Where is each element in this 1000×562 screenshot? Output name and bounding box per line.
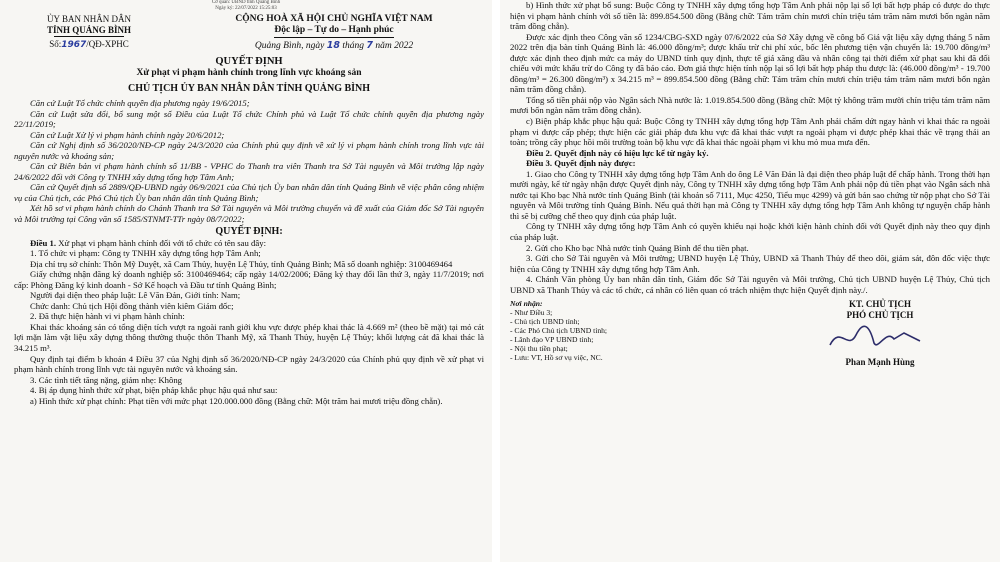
- representative-position: Chức danh: Chủ tịch Hội đồng thành viên kiêm Giám đốc;: [30, 300, 234, 311]
- additional-penalty: b) Hình thức xử phạt bổ sung: Buộc Công ty TNHH xây dựng tổng hợp Tâm Anh phải nộp lại số lợi bất hợp pháp có được do thực hiện vi phạm hành chính với số tiền là: 899.854.500 đồng (Bằng chữ: Tám trăm chín mươi chín triệu tám trăm năm mươi bốn ngàn năm trăm đồng chẵn).: [510, 0, 990, 32]
- issue-date: Quảng Bình, ngày 18 tháng 7 năm 2022: [254, 40, 414, 51]
- document-page-right: [500, 0, 1000, 562]
- business-registration: Giấy chứng nhận đăng ký doanh nghiệp số: 3100469464; cấp ngày 14/02/2006; Đăng ký thay đổi lần thứ 3, ngày 11/7/2019; nơi cấp: Phòng Đăng ký kinh doanh - Sở Kế hoạch và Đầu tư tỉnh Quảng Bình;: [14, 269, 484, 290]
- legal-basis: Căn cứ Luật sửa đổi, bổ sung một số Điều của Luật Tổ chức Chính phủ và Luật Tổ chức chính quyền địa phương ngày 22/11/2019;: [14, 108, 484, 130]
- recipient-item: - Nội thu tiền phạt;: [510, 344, 568, 354]
- recipients-list: Nơi nhận: - Như Điều 3; - Chủ tịch UBND tỉnh; - Các Phó Chủ tịch UBND tỉnh; - Lãnh đạo VP UBND tỉnh; - Nội thu tiền phạt; - Lưu: VT, Hồ sơ vụ việc, NC.: [510, 299, 740, 368]
- recipient-item: - Các Phó Chủ tịch UBND tỉnh;: [510, 326, 608, 336]
- issuing-authority: ỦY BAN NHÂN DÂN TỈNH QUẢNG BÌNH Số:1967/QĐ-XPHC: [14, 14, 164, 52]
- complaint-right: Công ty TNHH xây dựng tổng hợp Tâm Anh có quyền khiếu nại hoặc khởi kiện hành chính đối với Quyết định này theo quy định của pháp luật.: [510, 221, 990, 243]
- violation-legal-basis: Quy định tại điểm b khoản 4 Điều 37 của Nghị định số 36/2020/NĐ-CP ngày 24/3/2020 của Chính phủ quy định về xử phạt vi phạm hành chính trong lĩnh vực tài nguyên nước và khoáng sản.: [14, 353, 484, 375]
- violation-description: Khai thác khoáng sản có tổng diện tích vượt ra ngoài ranh giới khu vực được phép khai thác là 4.669 m² (theo bề mặt) tại mỏ cát lợi mặn làm vật liệu xây dựng thông thường thuộc thôn Thanh Mỹ, xã Thanh Thủy, huyện Lệ Thủy; khối lượng cát đã khai thác là 34.215 m³.: [14, 321, 484, 354]
- legal-basis: Căn cứ Luật Tổ chức chính quyền địa phương ngày 19/6/2015;: [30, 98, 250, 108]
- legal-basis: Căn cứ Luật Xử lý vi phạm hành chính ngày 20/6/2012;: [30, 129, 225, 140]
- violation-heading: 2. Đã thực hiện hành vi vi phạm hành chính:: [30, 311, 185, 322]
- article-3-item-4: 4. Chánh Văn phòng Ủy ban nhân dân tỉnh, Giám đốc Sở Tài nguyên và Môi trường, Chủ tịch UBND huyện Lệ Thủy, Chủ tịch UBND xã Thanh Thủy và các tổ chức, cá nhân có liên quan có trách nhiệm thực hiện Quyết định này./.: [510, 274, 990, 295]
- violator-name: 1. Tổ chức vi phạm: Công ty TNHH xây dựng tổng hợp Tâm Anh;: [30, 248, 261, 259]
- price-basis: Được xác định theo Công văn số 1234/CBG-SXD ngày 07/6/2022 của Sở Xây dựng về công bố Giá vật liệu xây dựng tháng 5 năm 2022 trên địa bàn tỉnh Quảng Bình là: 46.000 đồng/m³; được khấu trừ chi phí xúc, bốc lên phương tiện vận chuyển là: 19.700 đồng/m³ được xác định theo định mức ca máy do UBND tỉnh quy định, thực tế giá xăng dầu và nhân công tại thời điểm xử phạt sau khi đã đối chiếu với mức khấu trừ do Công ty đã báo cáo. Đơn giá thực hiện tính nộp lại số lợi bất hợp pháp thu được là: (46.000 đồng/m³ - 19.700 đồng/m³ = 26.300 đồng/m³) x 34.215 m³ = 899.854.500 đồng (Bằng chữ: Tám trăm chín mươi chín triệu tám trăm năm mươi bốn ngàn năm trăm đồng chẵn).: [510, 31, 990, 95]
- total-amount: Tổng số tiền phải nộp vào Ngân sách Nhà nước là: 1.019.854.500 đồng (Bằng chữ: Một tỷ không trăm mười chín triệu tám trăm năm mươi bốn ngàn năm trăm đồng chẵn).: [510, 94, 990, 116]
- remedial-measures: c) Biện pháp khắc phục hậu quả: Buộc Công ty TNHH xây dựng tổng hợp Tâm Anh phải chấm dứt ngay hành vi khai thác ra ngoài phạm vi được cấp phép; thực hiện các giải pháp đưa khu vực đã khai thác vượt ra ngoài phạm vi được phép khai thác về trạng thái an toàn; trồng cây phục hồi môi trường toàn bộ khu vực đã khai thác ngoài phạm vi khu mỏ mua mưa đến.: [510, 116, 990, 148]
- document-header: [14, 14, 484, 52]
- article-1: Điều 1. Xử phạt vi phạm hành chính đối với tổ chức có tên sau đây:: [30, 237, 266, 248]
- handwritten-signature: [770, 321, 990, 355]
- legal-basis: Xét hồ sơ vi phạm hành chính do Chánh Thanh tra Sở Tài nguyên và Môi trường chuyển và đề xuất của Giám đốc Sở Tài nguyên và Môi trường tại Công văn số 1585/STNMT-TTr ngày 08/7/2022;: [14, 203, 484, 225]
- signer-name: Phan Mạnh Hùng: [845, 357, 915, 368]
- legal-bases: [14, 98, 484, 225]
- digital-signature-stamp: Cơ quan: UBND tỉnh Quảng Bình Ngày ký: 22/07/2022 15:25:03: [211, 0, 281, 11]
- decision-heading: QUYẾT ĐỊNH:: [215, 225, 283, 237]
- legal-basis: Căn cứ Nghị định số 36/2020/NĐ-CP ngày 24/3/2020 của Chính phủ quy định về xử lý vi phạm hành chính trong lĩnh vực tài nguyên nước và khoáng sản;: [14, 140, 484, 161]
- article-3-item-3: 3. Gửi cho Sở Tài nguyên và Môi trường; UBND huyện Lệ Thủy, UBND xã Thanh Thủy để theo dõi, giám sát, đôn đốc việc thực hiện của Công ty TNHH xây dựng tổng hợp Tâm Anh.: [510, 253, 990, 274]
- article-3-item-2: 2. Gửi cho Kho bạc Nhà nước tỉnh Quảng Bình để thu tiền phạt.: [526, 242, 749, 253]
- recipient-item: - Chủ tịch UBND tỉnh;: [510, 317, 580, 327]
- document-number: Số:1967/QĐ-XPHC: [49, 39, 129, 50]
- main-fine: a) Hình thức xử phạt chính: Phạt tiền với mức phạt 120.000.000 đồng (Bằng chữ: Một trăm hai mươi triệu đồng chẵn).: [30, 395, 443, 406]
- document-page-left: [0, 0, 492, 562]
- legal-representative: Người đại diện theo pháp luật: Lê Văn Đản, Giới tính: Nam;: [30, 290, 241, 301]
- article-3-item-1: 1. Giao cho Công ty TNHH xây dựng tổng hợp Tâm Anh do ông Lê Văn Đản là đại diện theo pháp luật để chấp hành. Trong thời hạn mười ngày, kể từ ngày nhận được Quyết định này, Công ty TNHH xây dựng tổng hợp Tâm Anh phải nộp đủ tiền phạt vào Ngân sách nhà nước tại Kho bạc Nhà nước tỉnh Quảng Bình (tài khoản số 7111, Mục 4250, Tiểu mục 4299) và gửi bản sao chứng từ nộp phạt cho Sở Tài nguyên và Môi trường tỉnh Quảng Bình. Nếu quá thời hạn mà Công ty TNHH xây dựng tổng hợp Tâm Anh không tự nguyện chấp hành thì sẽ bị cưỡng chế theo quy định của pháp luật.: [510, 168, 990, 221]
- signature-block: KT. CHỦ TỊCH PHÓ CHỦ TỊCH Phan Mạnh Hùng: [770, 299, 990, 368]
- article-2: Điều 2. Quyết định này có hiệu lực kể từ ngày ký.: [526, 147, 709, 158]
- legal-basis: Căn cứ Biên bản vi phạm hành chính số 11/BB - VPHC do Thanh tra viên Thanh tra Sở Tài nguyên và Môi trường lập ngày 24/6/2022 đối với Công ty TNHH xây dựng tổng hợp Tâm Anh;: [14, 161, 484, 182]
- national-title: CỘNG HOÀ XÃ HỘI CHỦ NGHĨA VIỆT NAM Độc lập – Tự do – Hạnh phúc Quảng Bình, ngày 18 tháng 7 năm 2022: [184, 14, 484, 52]
- recipient-item: - Lưu: VT, Hồ sơ vụ việc, NC.: [510, 353, 603, 363]
- document-subtitle: Xử phạt vi phạm hành chính trong lĩnh vực khoáng sản: [136, 68, 362, 78]
- signature-scribble-icon: [820, 321, 940, 355]
- authority-heading: CHỦ TỊCH ỦY BAN NHÂN DÂN TỈNH QUẢNG BÌNH: [127, 83, 371, 94]
- article-3: Điều 3. Quyết định này được:: [526, 158, 636, 169]
- recipient-item: - Lãnh đạo VP UBND tỉnh;: [510, 335, 594, 345]
- circumstances: 3. Các tình tiết tăng nặng, giảm nhẹ: Không: [30, 374, 183, 385]
- recipient-item: - Như Điều 3;: [510, 308, 553, 318]
- penalty-heading: 4. Bị áp dụng hình thức xử phạt, biện pháp khắc phục hậu quả như sau:: [30, 385, 278, 396]
- violator-address: Địa chỉ trụ sở chính: Thôn Mỹ Duyệt, xã Cam Thủy, huyện Lệ Thủy, tỉnh Quảng Bình; Mã số doanh nghiệp: 3100469464: [30, 258, 453, 269]
- document-title: QUYẾT ĐỊNH: [215, 56, 283, 67]
- legal-basis: Căn cứ Quyết định số 2889/QĐ-UBND ngày 06/9/2021 của Chủ tịch Ủy ban nhân dân tỉnh Quảng Bình về việc phân công nhiệm vụ của Chủ tịch, các Phó Chủ tịch Ủy ban nhân dân tỉnh Quảng Bình;: [14, 182, 484, 203]
